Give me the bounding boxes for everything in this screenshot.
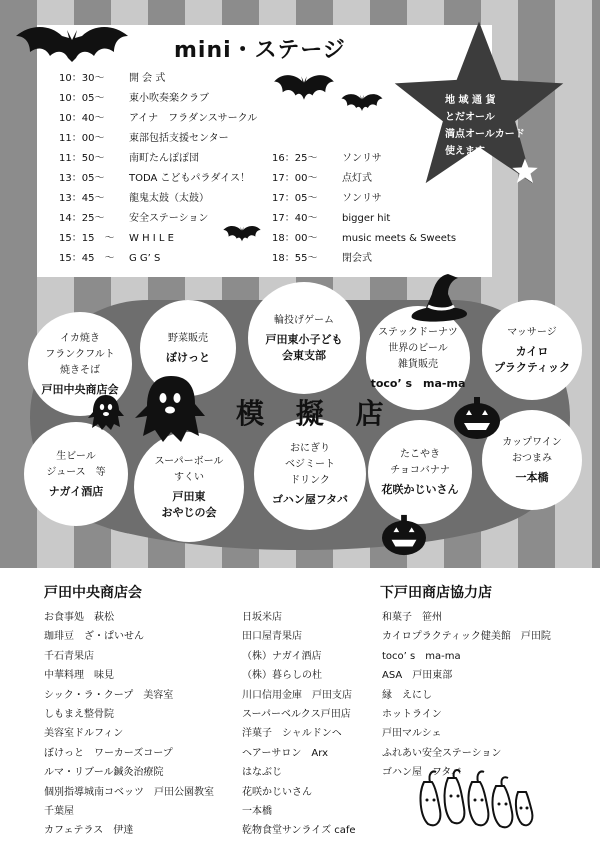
shop-item: 珈琲豆 ざ・ぱいせん [44, 631, 144, 643]
shop-item: シック・ラ・クープ 美容室 [44, 689, 174, 701]
shop-item: toco’ s ma-ma [382, 650, 461, 662]
shop-item: 和菓子 笹州 [382, 612, 442, 623]
schedule-row: 15：45 ～ G G’ S [59, 253, 161, 264]
shop-item: ルマ・リブール鍼灸治療院 [44, 767, 164, 779]
bat-icon [340, 88, 384, 118]
bat-icon [12, 22, 132, 72]
shop-item: 乾物食堂サンライズ cafe [242, 825, 356, 837]
stall-circle: スーパーボール すくい 戸田東 おやじの会 [134, 432, 244, 542]
shop-item: しもまえ整骨院 [44, 709, 114, 721]
shop-item: 花咲かじいさん [242, 786, 312, 798]
small-star-icon [512, 158, 538, 184]
shop-item: 中華料理 味見 [44, 670, 114, 682]
shop-item: 美容室ドルフィン [44, 728, 124, 740]
shop-item: 日坂米店 [242, 612, 282, 623]
schedule-row: 10：05～ 東小吹奏楽クラブ [59, 93, 209, 104]
schedule-row: 16：25～ ソンリサ [272, 153, 382, 164]
shop-item: 田口屋青果店 [242, 631, 302, 643]
shop-item: 千石青果店 [44, 650, 94, 662]
stall-circle: マッサージ カイロ プラクティック [482, 300, 582, 400]
shop-list-col1 [44, 608, 214, 841]
pumpkin-icon [452, 395, 502, 441]
stall-circle: 生ビール ジュース 等 ナガイ酒店 [24, 422, 128, 526]
shop-list-col2 [242, 608, 356, 841]
shop-item: カイロプラクティック健美館 戸田院 [382, 631, 551, 643]
bean-characters-illustration [414, 768, 538, 830]
shop-item: ふれあい安全ステーション [382, 747, 502, 759]
stall-circle: ステックドーナツ 世界のビール 雑貨販売 toco’ s ma-ma [366, 306, 470, 410]
bat-icon [272, 70, 336, 106]
shop-item: お食事処 萩松 [44, 612, 114, 623]
stall-circle: 野菜販売 ぼけっと [140, 300, 236, 396]
shop-item: ぼけっと ワーカーズコープ [44, 747, 173, 759]
shop-item: 洋菓子 シャルドンヘ [242, 728, 342, 740]
pumpkin-icon [380, 513, 428, 557]
shop-item: 川口信用金庫 戸田支店 [242, 689, 352, 701]
ghost-icon [133, 372, 207, 444]
currency-notice: 地 域 通 貨 とだオール 満点オールカード 使えます [445, 95, 525, 157]
shop-item: （株）ナガイ酒店 [242, 650, 322, 662]
ghost-icon [86, 392, 126, 432]
shop-item: ホットライン [382, 709, 442, 721]
bat-icon [220, 224, 264, 244]
stall-circle: カップワイン おつまみ 一本橋 [482, 410, 582, 510]
shop-item: はなぶじ [242, 767, 282, 779]
schedule-row: 14：25～ 安全ステーション [59, 213, 209, 224]
stall-circle: イカ焼き フランクフルト 焼きそば 戸田中央商店会 [28, 312, 132, 416]
stall-title: 模 擬 店 [236, 397, 395, 430]
shop-list-col3 [382, 608, 551, 783]
witch-hat-icon [408, 272, 470, 324]
stall-circle: おにぎり ベジミート ドリンク ゴハン屋フタバ [254, 418, 366, 530]
shop-item: ヘアーサロン Arx [242, 747, 329, 759]
shop-item: ASA 戸田東部 [382, 670, 453, 682]
shop-item: ゴハン屋 フタバ [382, 767, 462, 779]
schedule-row: 11：00～ 東部包括支援センター [59, 133, 229, 144]
stage-title: mini・ステージ [174, 38, 346, 63]
shop-item: 一本橋 [242, 806, 272, 818]
schedule-row: 13：05～ TODA こどもパラダイス！ [59, 173, 251, 184]
shop-item: 戸田マルシェ [382, 728, 442, 740]
schedule-row: 18：55～ 閉会式 [272, 253, 372, 264]
stall-circle: 輪投げゲーム 戸田東小子ども 会東支部 [248, 282, 360, 394]
schedule-row: 13：45～ 龍鬼太鼓（太鼓） [59, 193, 209, 204]
schedule-row: 17：05～ ソンリサ [272, 193, 382, 204]
shop-item: 千葉屋 [44, 806, 74, 818]
schedule-row: 18：00～ music meets & Sweets [272, 233, 457, 244]
shop-item: （株）暮らしの杜 [242, 670, 322, 682]
shop-section-title: 下戸田商店協力店 [380, 585, 492, 601]
shop-item: 縁 えにし [382, 689, 432, 701]
schedule-row: 10：40～ アイナ フラダンスサークル [59, 113, 258, 124]
schedule-row: 10：30～ 開 会 式 [59, 73, 166, 84]
schedule-row: 17：40～ bigger hit [272, 213, 391, 224]
schedule-row: 17：00～ 点灯式 [272, 173, 372, 184]
stall-circle: たこやき チョコバナナ 花咲かじいさん [368, 420, 472, 524]
shop-item: スーパーベルクス戸田店 [242, 709, 351, 721]
shop-section-title: 戸田中央商店会 [44, 585, 142, 601]
shop-item: 個別指導城南コベッツ 戸田公園教室 [44, 786, 214, 798]
shop-item: カフェテラス 伊達 [44, 825, 134, 837]
schedule-row: 15：15 ～ W H I L E [59, 233, 174, 244]
schedule-row: 11：50～ 南町たんぽぽ団 [59, 153, 199, 164]
